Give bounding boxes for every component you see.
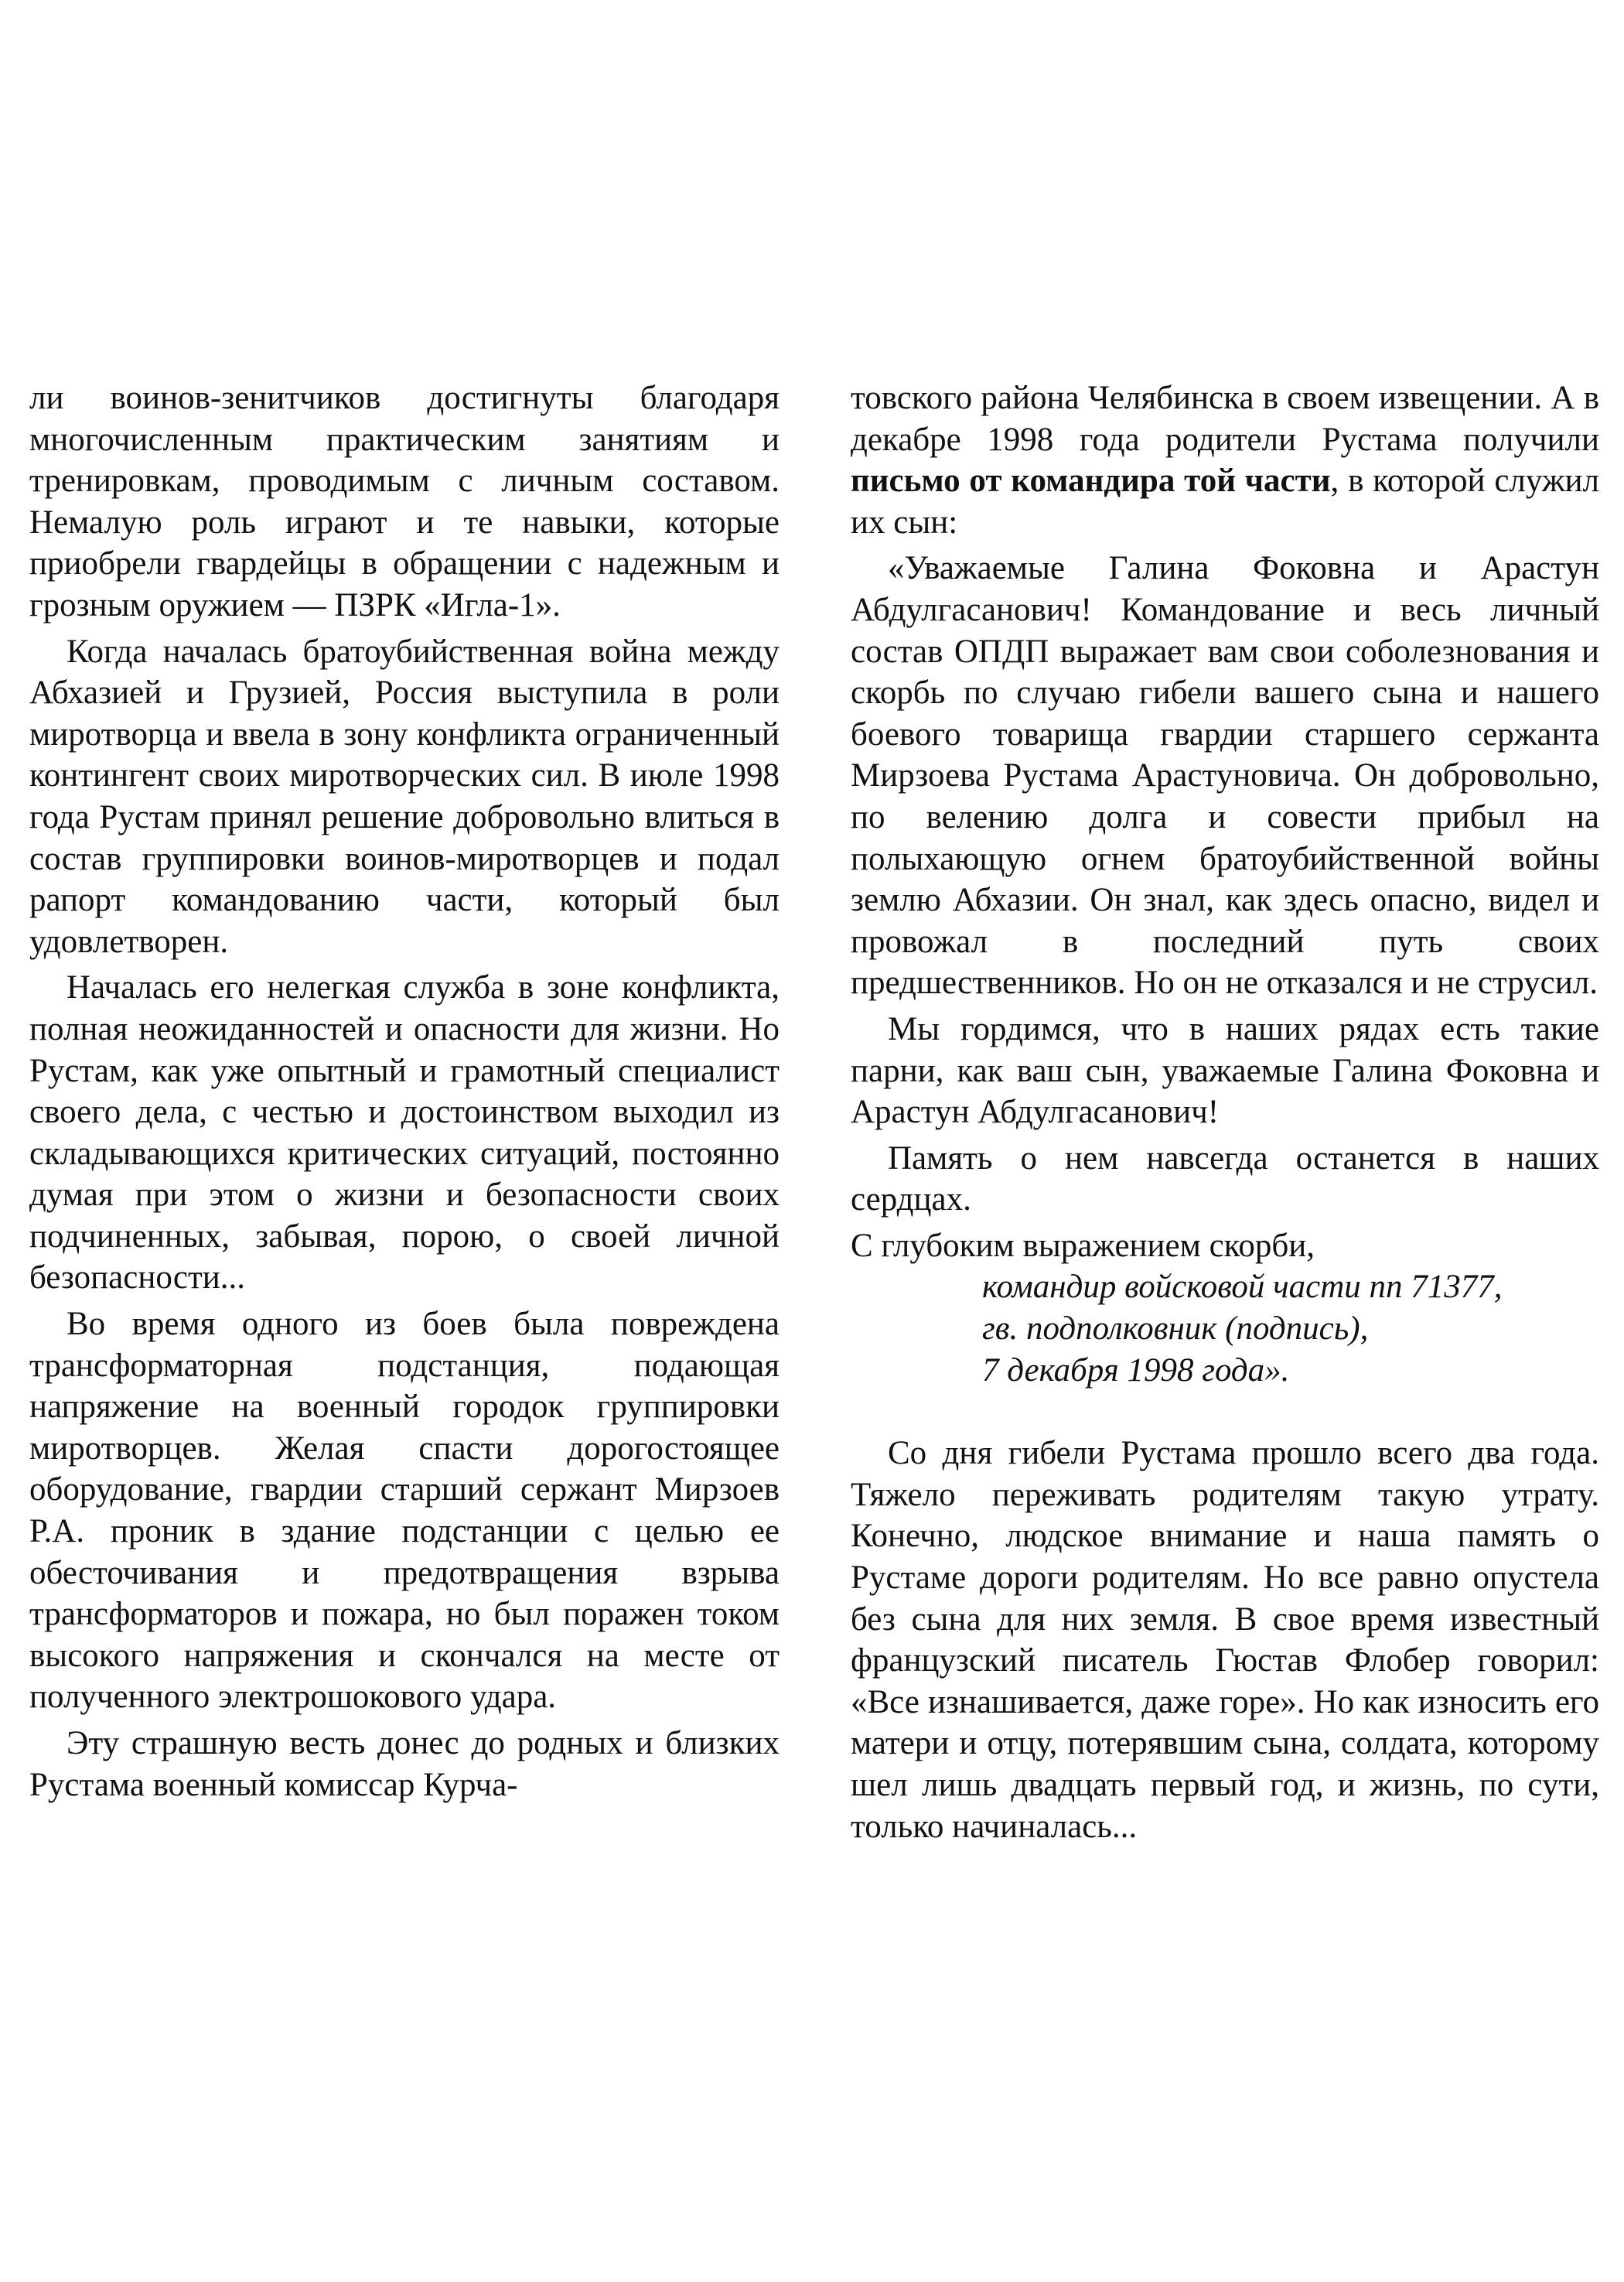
paragraph: Началась его нелегкая служба в зоне конфликта, полная неожиданностей и опасности для жизни. Но Рустам, как уже опытный и грамотный специалист своего дела, с честью и достоинством выходил из складывающихся критических ситуаций, постоянно думая при этом о жизни и безопасности своих подчиненных, забывая, порою, о своей личной безопасности...	[29, 969, 780, 1296]
paragraph: Со дня гибели Рустама прошло всего два года. Тяжело переживать родителям такую утрату. Конечно, людское внимание и наша память о Рустаме дороги родителям. Но все равно опустела без сына для них земля. В свое время известный французский писатель Гюстав Флобер говорил: «Все изнашивается, даже горе». Но как износить его матери и отцу, потерявшим сына, солдата, которому шел лишь двадцать первый год, и жизнь, по сути, только начиналась...	[851, 1435, 1599, 1845]
paragraph	[851, 377, 1599, 543]
letter-closing: С глубоким выражением скорби,	[851, 1227, 1315, 1264]
paragraph-text: товского района Челябинска в своем извещении. А в декабре 1998 года родители Рустама получили	[851, 380, 1599, 458]
left-column	[29, 377, 780, 1805]
paragraph: Во время одного из боев была повреждена трансформаторная подстанция, подающая напряжение на военный городок группировки миротворцев. Желая спасти дорогостоящее оборудование, гвардии старший сержант Мирзоев Р.А. проник в здание подстанции с целью ее обесточивания и предотвращения взрыва трансформаторов и пожара, но был поражен током высокого напряжения и скончался на месте от полученного электрошокового удара.	[29, 1306, 780, 1716]
letter-paragraph: Мы гордимся, что в наших рядах есть такие парни, как ваш сын, уважаемые Галина Фоковна и Арастун Абдулгасанович!	[851, 1010, 1599, 1131]
paragraph: Эту страшную весть донес до родных и близких Рустама военный комиссар Курча-	[29, 1725, 780, 1803]
paragraph: ли воинов-зенитчиков достигнуты благодаря многочисленным практическим занятиям и тренировкам, проводимым с личным составом. Немалую роль играют и те навыки, которые приобрели гвардейцы в обращении с надежным и грозным оружием — ПЗРК «Игла-1».	[29, 380, 780, 623]
signature-line: командир войсковой части пп 71377,	[982, 1269, 1503, 1306]
letter-paragraph: Память о нем навсегда останется в наших сердцах.	[851, 1139, 1599, 1218]
paragraph: Когда началась братоубийственная война между Абхазией и Грузией, Россия выступила в роли миротворца и ввела в зону конфликта ограниченный контингент своих миротворческих сил. В июле 1998 года Рустам принял решение добровольно влиться в состав группировки воинов-миротворцев и подал рапорт командованию части, который был удовлетворен.	[29, 633, 780, 960]
paragraph-text: , в которой служил их сын:	[851, 463, 1599, 541]
signature-line: гв. подполковник (подпись),	[982, 1310, 1369, 1348]
spacer	[851, 1391, 1599, 1433]
right-column	[851, 377, 1599, 1847]
signature-line: 7 декабря 1998 года».	[982, 1351, 1290, 1389]
bold-phrase: письмо от командира той части	[851, 463, 1331, 500]
letter-paragraph: «Уважаемые Галина Фоковна и Арастун Абдулгасанович! Командование и весь личный состав ОПДП выражает вам свои соболезнования и скорбь по случаю гибели вашего сына и нашего боевого товарища гвардии старшего сержанта Мирзоева Рустама Арастуновича. Он добровольно, по велению долга и совести прибыл на полыхающую огнем братоубийственной войны землю Абхазии. Он знал, как здесь опасно, видел и провожал в последний путь своих предшественников. Но он не отказался и не струсил.	[851, 550, 1599, 1002]
